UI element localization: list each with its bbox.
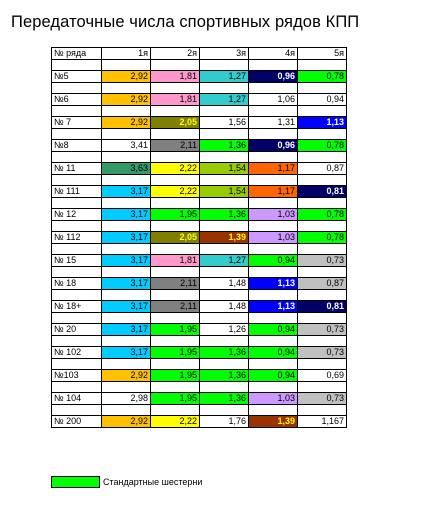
ratio-cell-gear-1: 2,98 [102, 393, 151, 405]
empty-cell [151, 175, 200, 186]
ratio-cell-gear-4: 0,94 [249, 370, 298, 382]
table-row [52, 347, 347, 359]
header-cell-row-number: № ряда [52, 48, 102, 60]
empty-cell [249, 336, 298, 347]
empty-cell [102, 244, 151, 255]
ratio-cell-gear-4: 1,03 [249, 232, 298, 244]
empty-cell [200, 359, 249, 370]
ratio-cell-gear-4: 1,03 [249, 209, 298, 221]
ratio-cell-gear-2: 2,11 [151, 301, 200, 313]
spacer-row [52, 83, 347, 94]
ratio-cell-gear-4: 0,96 [249, 140, 298, 152]
empty-cell [298, 198, 347, 209]
empty-cell [200, 221, 249, 232]
ratio-cell-gear-2: 2,11 [151, 140, 200, 152]
spacer-row [52, 129, 347, 140]
row-name-cell: № 18 [52, 278, 102, 290]
ratio-cell-gear-2: 2,22 [151, 186, 200, 198]
empty-cell [52, 198, 102, 209]
empty-cell [249, 129, 298, 140]
ratio-cell-gear-5: 0,73 [298, 347, 347, 359]
ratio-cell-gear-2: 2,11 [151, 278, 200, 290]
table-body [52, 48, 347, 428]
ratio-cell-gear-1: 3,17 [102, 324, 151, 336]
ratio-cell-gear-5: 0,73 [298, 324, 347, 336]
empty-cell [249, 60, 298, 71]
empty-cell [200, 83, 249, 94]
ratio-cell-gear-4: 1,17 [249, 163, 298, 175]
ratio-cell-gear-1: 3,17 [102, 278, 151, 290]
row-name-cell: № 18+ [52, 301, 102, 313]
empty-cell [52, 129, 102, 140]
ratio-cell-gear-5: 1,13 [298, 117, 347, 129]
empty-cell [102, 290, 151, 301]
empty-cell [151, 336, 200, 347]
ratio-cell-gear-1: 2,92 [102, 94, 151, 106]
ratio-cell-gear-1: 3,17 [102, 209, 151, 221]
empty-cell [200, 175, 249, 186]
empty-cell [52, 244, 102, 255]
table-row [52, 370, 347, 382]
empty-cell [298, 244, 347, 255]
empty-cell [52, 336, 102, 347]
ratio-cell-gear-1: 3,41 [102, 140, 151, 152]
empty-cell [102, 313, 151, 324]
empty-cell [102, 198, 151, 209]
empty-cell [151, 198, 200, 209]
header-cell-gear-1: 1я [102, 48, 151, 60]
empty-cell [102, 152, 151, 163]
empty-cell [102, 382, 151, 393]
ratio-cell-gear-3: 1,36 [200, 393, 249, 405]
ratio-cell-gear-5: 0,73 [298, 255, 347, 267]
empty-cell [298, 359, 347, 370]
ratio-cell-gear-2: 1,95 [151, 347, 200, 359]
ratio-cell-gear-5: 0,73 [298, 393, 347, 405]
ratio-cell-gear-3: 1,36 [200, 347, 249, 359]
empty-cell [249, 405, 298, 416]
empty-cell [298, 60, 347, 71]
empty-cell [298, 129, 347, 140]
table-row [52, 94, 347, 106]
ratio-cell-gear-3: 1,48 [200, 278, 249, 290]
empty-cell [151, 60, 200, 71]
ratio-cell-gear-5: 0,78 [298, 140, 347, 152]
ratio-cell-gear-2: 1,81 [151, 71, 200, 83]
empty-cell [249, 313, 298, 324]
table-row [52, 140, 347, 152]
header-row [52, 48, 347, 60]
ratio-cell-gear-5: 0,69 [298, 370, 347, 382]
ratio-cell-gear-4: 1,31 [249, 117, 298, 129]
spacer-row [52, 267, 347, 278]
empty-cell [249, 382, 298, 393]
header-cell-gear-3: 3я [200, 48, 249, 60]
empty-cell [249, 198, 298, 209]
spacer-row [52, 175, 347, 186]
empty-cell [52, 221, 102, 232]
ratio-cell-gear-2: 2,05 [151, 117, 200, 129]
spacer-row [52, 359, 347, 370]
empty-cell [52, 83, 102, 94]
empty-cell [151, 313, 200, 324]
empty-cell [200, 267, 249, 278]
row-name-cell: № 104 [52, 393, 102, 405]
empty-cell [200, 290, 249, 301]
empty-cell [52, 382, 102, 393]
empty-cell [249, 83, 298, 94]
empty-cell [52, 405, 102, 416]
empty-cell [200, 336, 249, 347]
ratio-cell-gear-2: 1,81 [151, 94, 200, 106]
ratio-cell-gear-2: 2,22 [151, 416, 200, 428]
empty-cell [249, 267, 298, 278]
empty-cell [102, 359, 151, 370]
spacer-row [52, 290, 347, 301]
empty-cell [298, 405, 347, 416]
ratio-cell-gear-4: 0,96 [249, 71, 298, 83]
ratio-cell-gear-2: 2,05 [151, 232, 200, 244]
header-cell-gear-4: 4я [249, 48, 298, 60]
ratio-cell-gear-4: 1,39 [249, 416, 298, 428]
empty-cell [102, 60, 151, 71]
ratio-cell-gear-1: 3,17 [102, 186, 151, 198]
ratio-cell-gear-4: 0,94 [249, 255, 298, 267]
ratio-cell-gear-3: 1,36 [200, 370, 249, 382]
row-name-cell: №6 [52, 94, 102, 106]
ratio-cell-gear-4: 1,17 [249, 186, 298, 198]
empty-cell [151, 290, 200, 301]
ratio-cell-gear-3: 1,27 [200, 94, 249, 106]
ratio-cell-gear-5: 0,87 [298, 163, 347, 175]
empty-cell [298, 106, 347, 117]
ratio-cell-gear-4: 0,94 [249, 324, 298, 336]
table-row [52, 255, 347, 267]
empty-cell [200, 152, 249, 163]
empty-cell [200, 129, 249, 140]
ratio-cell-gear-2: 2,22 [151, 163, 200, 175]
ratio-cell-gear-4: 1,13 [249, 278, 298, 290]
ratio-cell-gear-4: 0,94 [249, 347, 298, 359]
header-cell-gear-2: 2я [151, 48, 200, 60]
empty-cell [249, 359, 298, 370]
empty-cell [151, 267, 200, 278]
ratio-cell-gear-5: 0,78 [298, 209, 347, 221]
row-name-cell: № 111 [52, 186, 102, 198]
empty-cell [102, 129, 151, 140]
row-name-cell: №8 [52, 140, 102, 152]
empty-cell [102, 175, 151, 186]
ratio-cell-gear-4: 1,06 [249, 94, 298, 106]
spacer-row [52, 405, 347, 416]
ratio-cell-gear-4: 1,03 [249, 393, 298, 405]
empty-cell [249, 152, 298, 163]
ratio-cell-gear-5: 0,87 [298, 278, 347, 290]
table-row [52, 278, 347, 290]
ratio-cell-gear-1: 2,92 [102, 416, 151, 428]
empty-cell [298, 221, 347, 232]
ratio-cell-gear-1: 3,17 [102, 301, 151, 313]
empty-cell [298, 290, 347, 301]
spacer-row [52, 382, 347, 393]
ratio-cell-gear-5: 0,81 [298, 301, 347, 313]
spacer-row [52, 221, 347, 232]
ratio-cell-gear-2: 1,95 [151, 393, 200, 405]
empty-cell [52, 152, 102, 163]
table-row [52, 186, 347, 198]
empty-cell [52, 290, 102, 301]
empty-cell [298, 336, 347, 347]
ratio-cell-gear-3: 1,54 [200, 186, 249, 198]
spacer-row [52, 336, 347, 347]
empty-cell [298, 175, 347, 186]
empty-cell [102, 83, 151, 94]
row-name-cell: № 112 [52, 232, 102, 244]
spacer-row [52, 244, 347, 255]
ratio-cell-gear-3: 1,54 [200, 163, 249, 175]
empty-cell [249, 221, 298, 232]
ratio-cell-gear-1: 3,63 [102, 163, 151, 175]
ratio-cell-gear-4: 1,13 [249, 301, 298, 313]
table-row [52, 71, 347, 83]
ratio-cell-gear-3: 1,36 [200, 209, 249, 221]
table-row [52, 324, 347, 336]
empty-cell [200, 198, 249, 209]
empty-cell [151, 244, 200, 255]
ratio-cell-gear-3: 1,56 [200, 117, 249, 129]
empty-cell [249, 175, 298, 186]
empty-cell [249, 244, 298, 255]
empty-cell [151, 221, 200, 232]
empty-cell [298, 83, 347, 94]
empty-cell [151, 152, 200, 163]
ratio-cell-gear-1: 3,17 [102, 255, 151, 267]
empty-cell [102, 267, 151, 278]
empty-cell [151, 405, 200, 416]
ratio-cell-gear-3: 1,27 [200, 255, 249, 267]
empty-cell [200, 405, 249, 416]
ratio-cell-gear-3: 1,26 [200, 324, 249, 336]
row-name-cell: № 11 [52, 163, 102, 175]
table-row [52, 232, 347, 244]
ratio-cell-gear-5: 1,167 [298, 416, 347, 428]
table-row [52, 163, 347, 175]
ratio-cell-gear-5: 0,78 [298, 71, 347, 83]
ratio-cell-gear-3: 1,36 [200, 140, 249, 152]
ratio-cell-gear-5: 0,78 [298, 232, 347, 244]
empty-cell [151, 106, 200, 117]
table-row [52, 393, 347, 405]
empty-cell [52, 267, 102, 278]
table-row [52, 209, 347, 221]
ratio-cell-gear-5: 0,94 [298, 94, 347, 106]
ratio-cell-gear-3: 1,76 [200, 416, 249, 428]
ratio-cell-gear-1: 2,92 [102, 370, 151, 382]
empty-cell [298, 313, 347, 324]
table-row [52, 416, 347, 428]
ratio-cell-gear-3: 1,27 [200, 71, 249, 83]
empty-cell [298, 152, 347, 163]
ratio-cell-gear-2: 1,95 [151, 324, 200, 336]
empty-cell [52, 359, 102, 370]
empty-cell [52, 175, 102, 186]
empty-cell [151, 382, 200, 393]
empty-cell [200, 313, 249, 324]
ratio-cell-gear-2: 1,81 [151, 255, 200, 267]
spacer-row [52, 198, 347, 209]
row-name-cell: №103 [52, 370, 102, 382]
empty-cell [102, 221, 151, 232]
legend-label: Стандартные шестерни [103, 477, 203, 487]
empty-cell [151, 359, 200, 370]
row-name-cell: № 7 [52, 117, 102, 129]
gear-ratio-table [51, 47, 347, 428]
empty-cell [102, 405, 151, 416]
ratio-cell-gear-1: 3,17 [102, 232, 151, 244]
header-cell-gear-5: 5я [298, 48, 347, 60]
empty-cell [298, 382, 347, 393]
empty-cell [298, 267, 347, 278]
row-name-cell: №5 [52, 71, 102, 83]
ratio-cell-gear-1: 3,17 [102, 347, 151, 359]
ratio-cell-gear-3: 1,48 [200, 301, 249, 313]
row-name-cell: № 102 [52, 347, 102, 359]
row-name-cell: № 20 [52, 324, 102, 336]
spacer-row [52, 313, 347, 324]
table-row [52, 117, 347, 129]
empty-cell [200, 244, 249, 255]
empty-cell [151, 83, 200, 94]
legend-swatch [51, 476, 100, 488]
row-name-cell: № 200 [52, 416, 102, 428]
ratio-cell-gear-3: 1,39 [200, 232, 249, 244]
spacer-row [52, 106, 347, 117]
empty-cell [102, 106, 151, 117]
table-row [52, 301, 347, 313]
spacer-row [52, 152, 347, 163]
empty-cell [52, 60, 102, 71]
empty-cell [151, 129, 200, 140]
empty-cell [52, 313, 102, 324]
ratio-cell-gear-1: 2,92 [102, 117, 151, 129]
row-name-cell: № 12 [52, 209, 102, 221]
empty-cell [249, 290, 298, 301]
empty-cell [249, 106, 298, 117]
empty-cell [200, 382, 249, 393]
ratio-cell-gear-2: 1,95 [151, 370, 200, 382]
ratio-cell-gear-1: 2,92 [102, 71, 151, 83]
empty-cell [200, 60, 249, 71]
ratio-cell-gear-5: 0,81 [298, 186, 347, 198]
page-title: Передаточные числа спортивных рядов КПП [11, 13, 360, 31]
spacer-row [52, 60, 347, 71]
empty-cell [52, 106, 102, 117]
ratio-cell-gear-2: 1,95 [151, 209, 200, 221]
row-name-cell: № 15 [52, 255, 102, 267]
empty-cell [200, 106, 249, 117]
empty-cell [102, 336, 151, 347]
legend [51, 476, 202, 488]
